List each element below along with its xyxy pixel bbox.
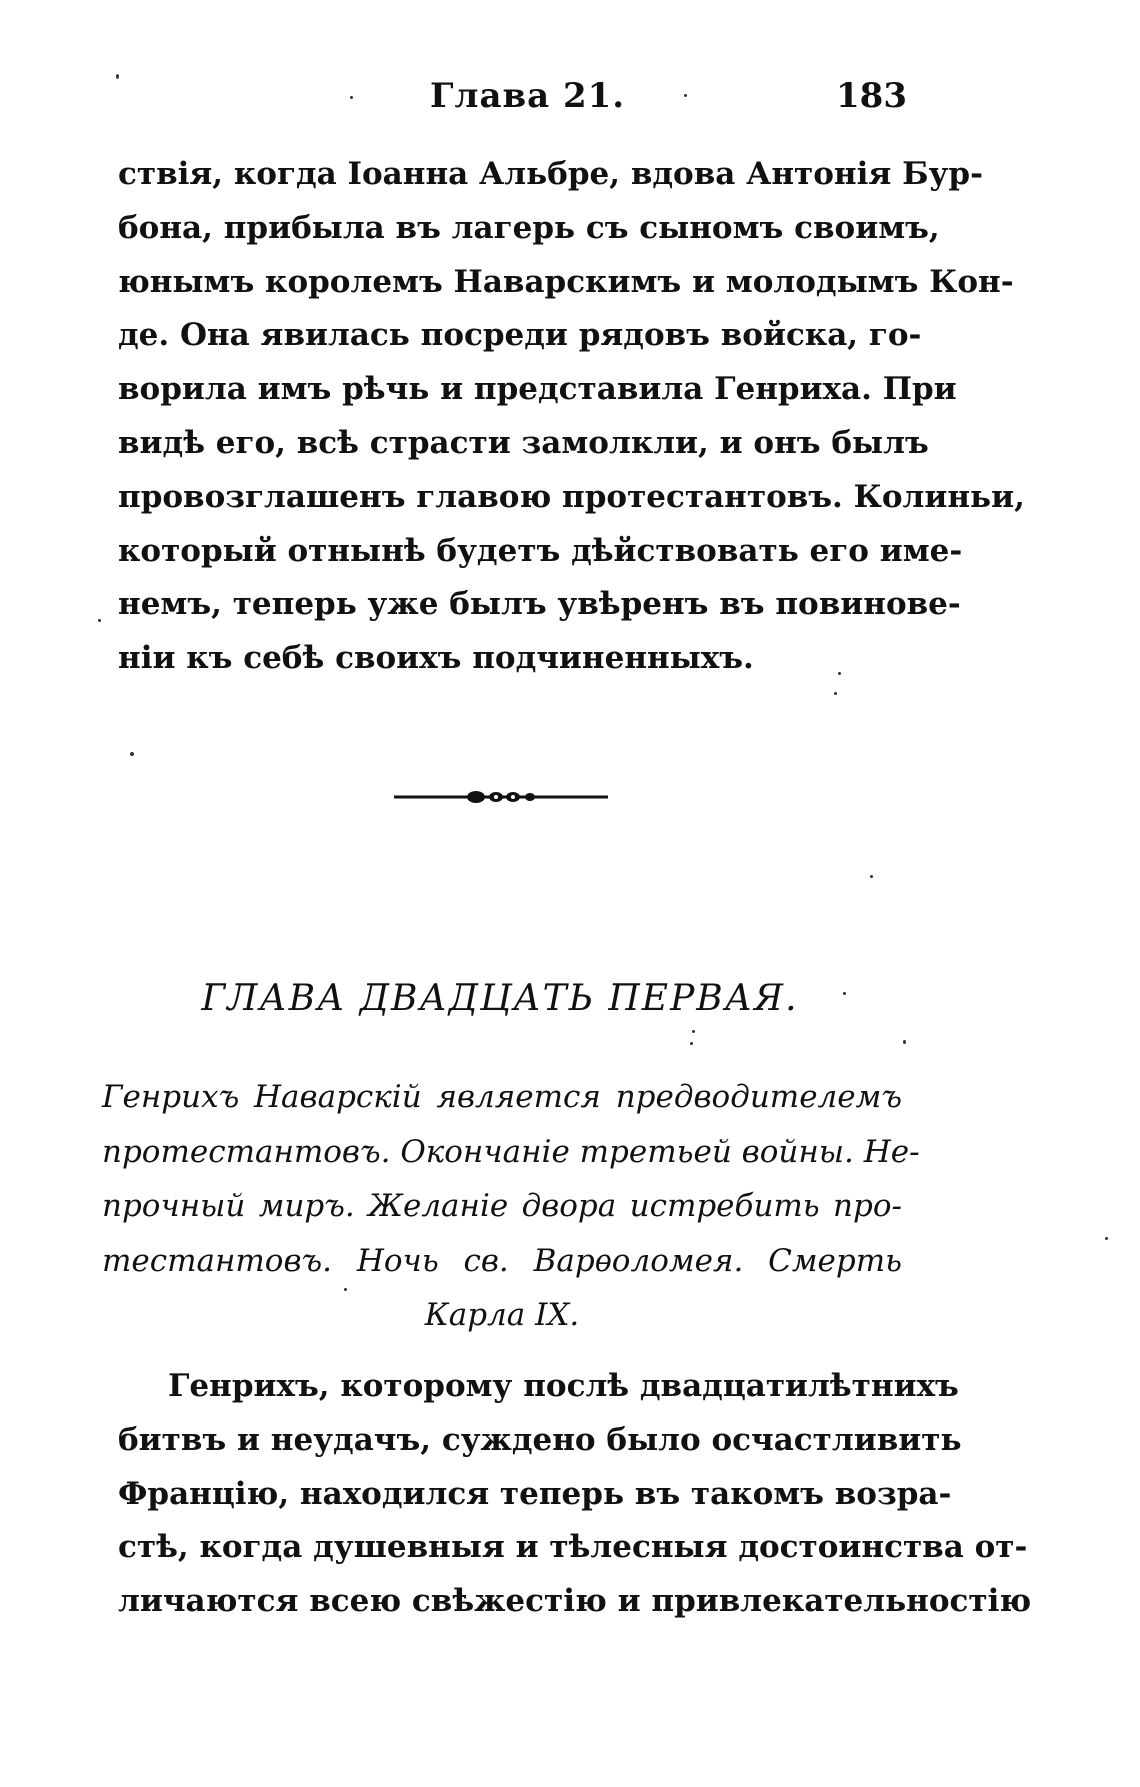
summary-line: тестантовъ. Ночь св. Варѳоломея. Смерть [102,1242,902,1279]
text-line: который отнынѣ будетъ дѣйствовать его име- [118,532,963,569]
text-line: ніи къ себѣ своихъ подчиненныхъ. [118,640,754,677]
text-line: провозглашенъ главою протестантовъ. Колиньи, [118,478,1025,515]
text-line: бона, прибыла въ лагерь съ сыномъ своимъ, [118,209,940,246]
text-line: Францію, находился теперь въ такомъ возра- [118,1475,952,1512]
chapter-title: ГЛАВА ДВАДЦАТЬ ПЕРВАЯ. [201,978,799,1019]
running-title: Глава 21. [430,76,626,116]
text-line: стѣ, когда душевныя и тѣлесныя достоинства от- [118,1529,1028,1566]
page-header [0,76,1140,126]
body-text-bottom [118,1360,1032,1629]
scan-speck [98,619,101,622]
scan-speck [838,672,841,675]
text-line: видѣ его, всѣ страсти замолкли, и онъ былъ [118,424,929,461]
scan-speck [843,992,846,995]
scan-speck [692,1030,695,1033]
text-line: юнымъ королемъ Наварскимъ и молодымъ Кон- [118,263,1014,300]
scan-speck [870,875,873,878]
summary-line: прочный миръ. Желаніе двора истребить про- [102,1188,902,1224]
text-line: де. Она явилась посреди рядовъ войска, го- [118,317,922,354]
text-line: Генрихъ, которому послѣ двадцатилѣтнихъ [168,1368,959,1404]
scan-speck [903,1040,906,1044]
summary-line: Карла IX. [424,1297,580,1333]
text-line: ствія, когда Іоанна Альбре, вдова Антонія Бур- [118,156,983,192]
scan-speck [116,74,119,79]
scan-speck [684,94,687,97]
summary-line: протестантовъ. Окончаніе третьей войны. Не- [102,1133,920,1170]
scan-speck [690,1042,693,1045]
scan-speck [1105,1237,1108,1240]
scan-speck [834,692,837,695]
body-text-top [118,148,1025,686]
text-line: ворила имъ рѣчь и представила Генриха. При [118,371,957,408]
summary-line: Генрихъ Наварскій является предводителемъ [102,1079,902,1115]
scan-speck [344,1288,347,1291]
divider-ornament-icon [392,785,610,809]
chapter-summary [102,1070,920,1343]
page-number: 183 [836,76,907,116]
scan-speck [350,96,353,99]
scan-speck [130,752,134,756]
text-line: немъ, теперь уже былъ увѣренъ въ повинове- [118,586,961,623]
text-line: личаются всею свѣжестію и привлекательностію [118,1583,1032,1620]
text-line: битвъ и неудачъ, суждено было осчастливить [118,1421,962,1458]
